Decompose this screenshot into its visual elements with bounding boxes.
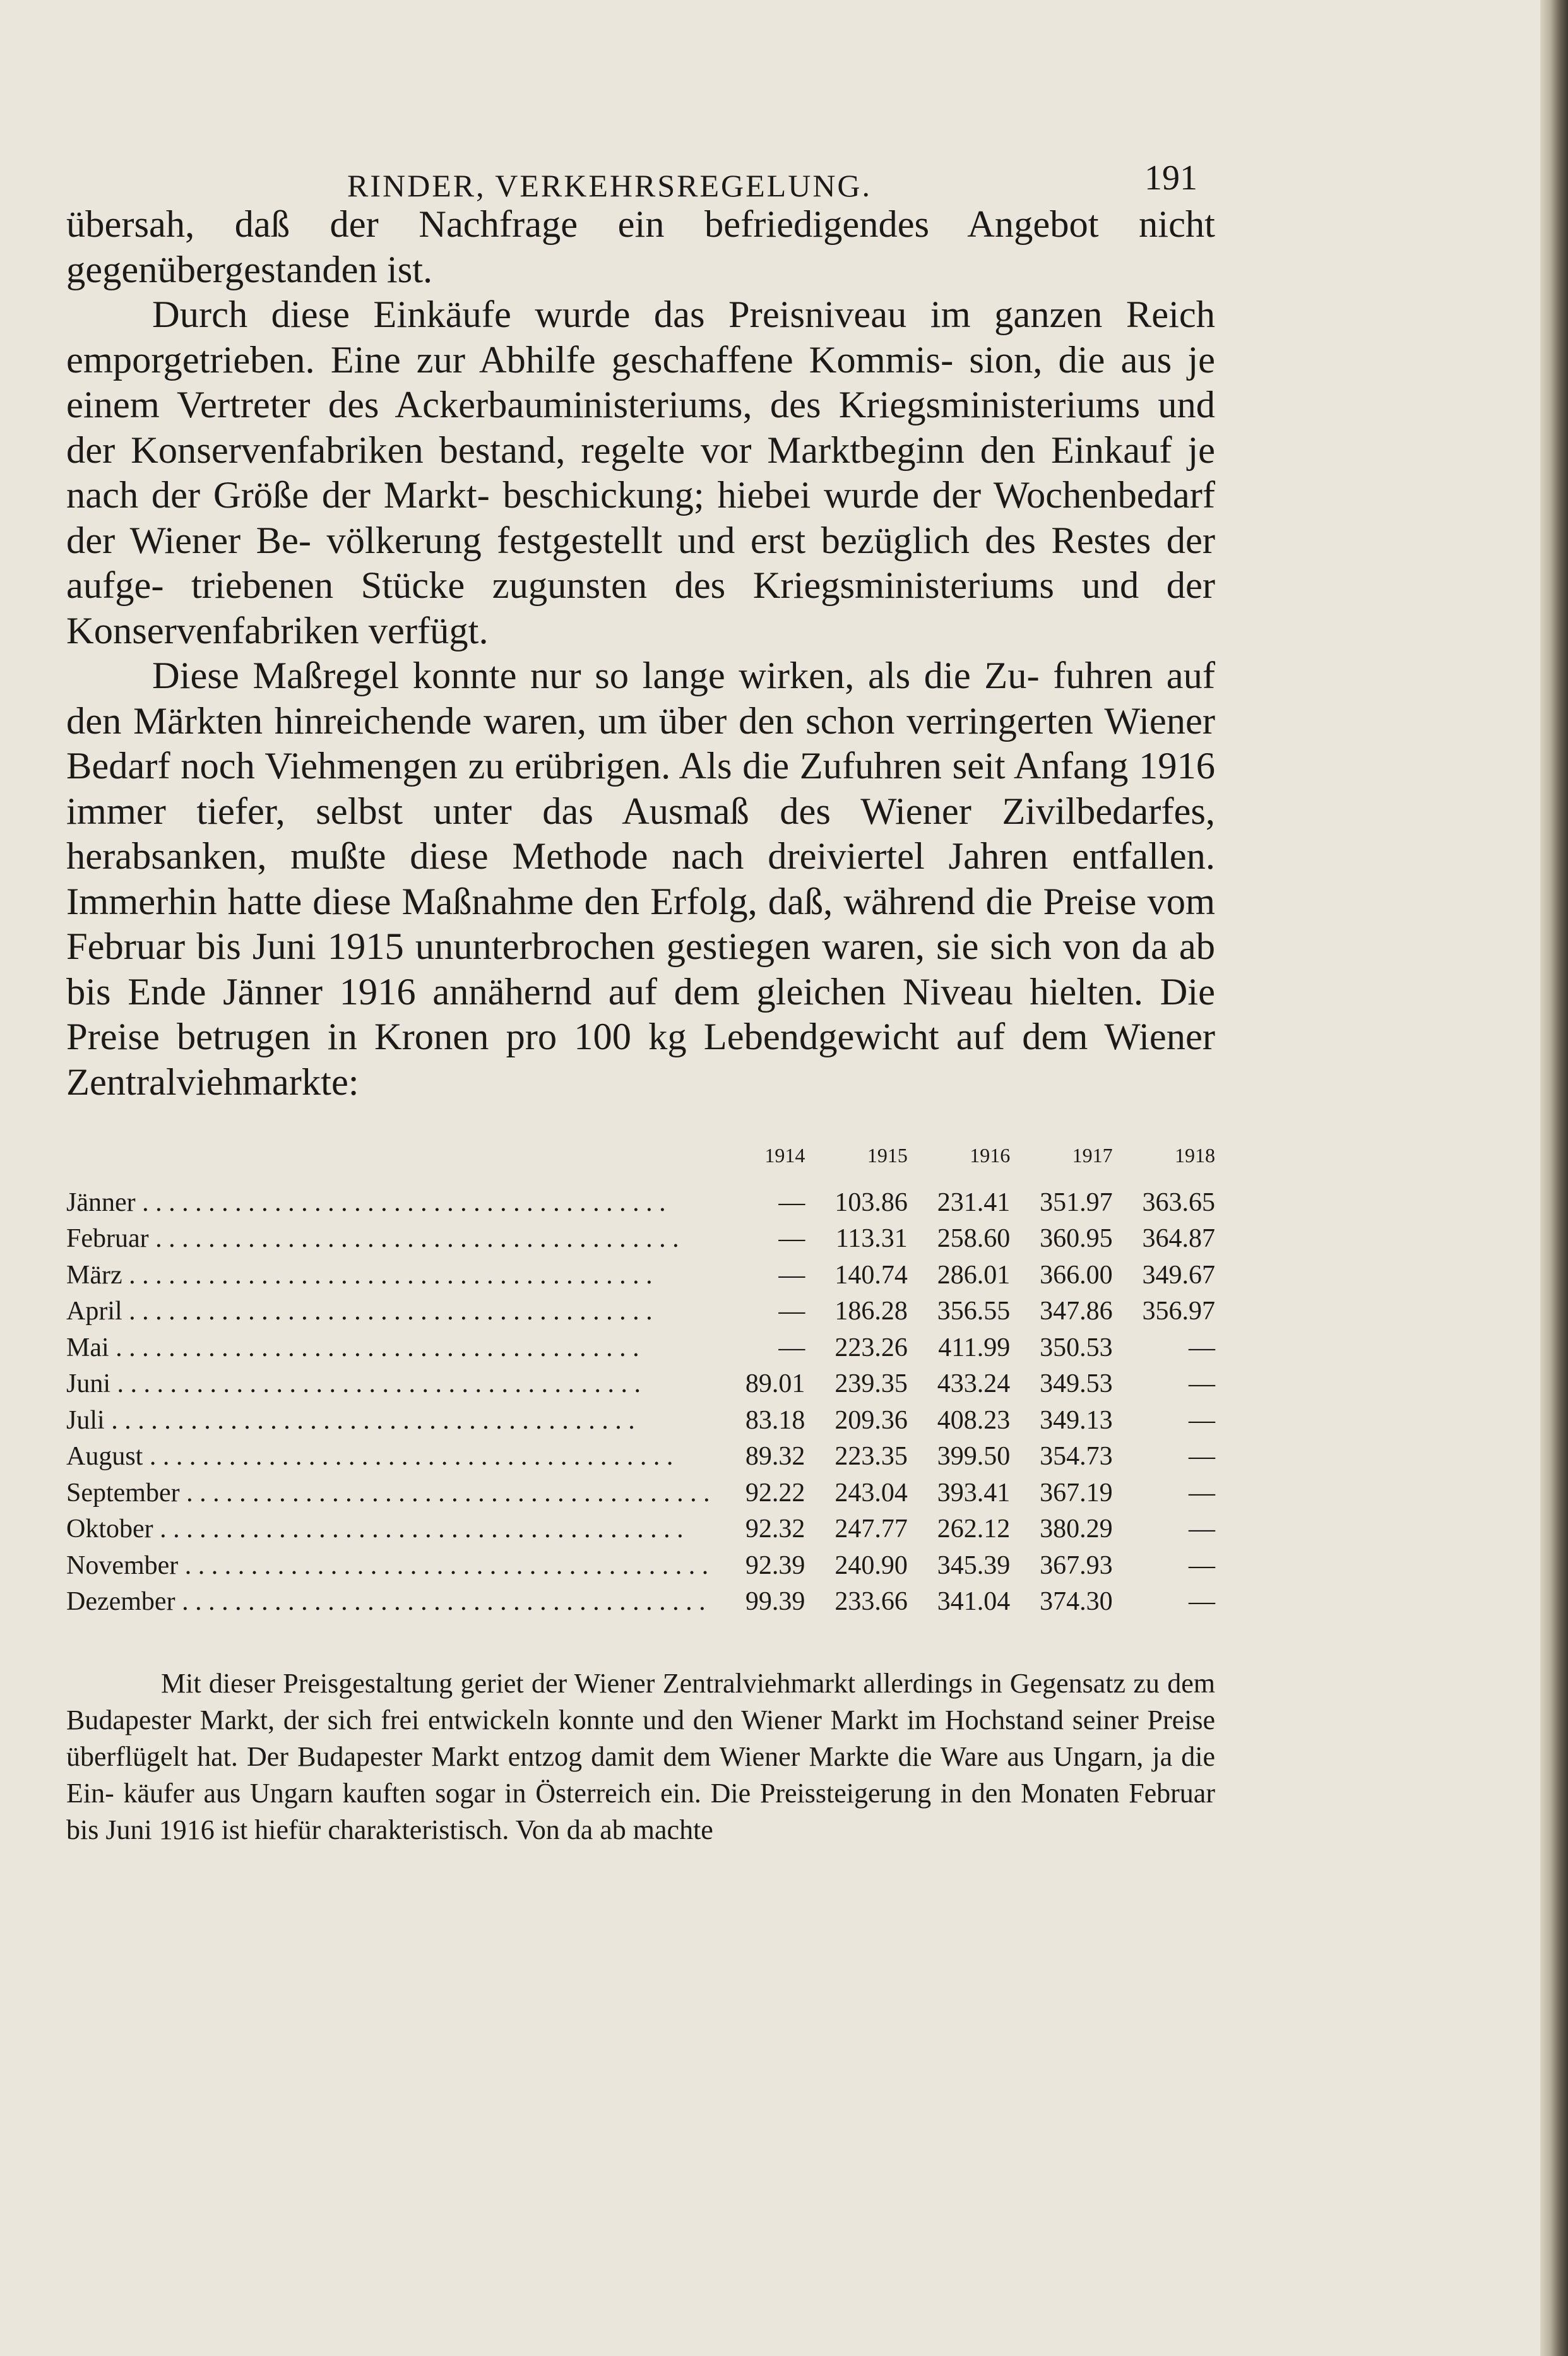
table-body [66,1184,1215,1620]
price-cell: 103.86 [834,1187,908,1217]
price-cell: — [1189,1369,1215,1399]
price-cell: — [778,1224,805,1254]
month-label: Jänner . . . . . . . . . . . . . . . . . . . . . . . . . . . . . . . . . . . . . . . . [66,1187,666,1217]
price-cell: 341.04 [937,1587,1011,1617]
year-header: 1915 [867,1144,908,1167]
month-label: Dezember . . . . . . . . . . . . . . . . . . . . . . . . . . . . . . . . . . . . . . . . [66,1587,706,1617]
table-row [66,1294,1215,1330]
price-cell: 345.39 [937,1550,1011,1580]
leader-dots: . . . . . . . . . . . . . . . . . . . . . . . . . . . . . . . . . . . . . . . . [122,1260,653,1290]
month-label: Juli . . . . . . . . . . . . . . . . . . . . . . . . . . . . . . . . . . . . . . . . [66,1405,635,1435]
price-cell: 347.86 [1040,1297,1113,1326]
month-label: März . . . . . . . . . . . . . . . . . . . . . . . . . . . . . . . . . . . . . . . . [66,1260,653,1290]
table-row [66,1511,1215,1548]
month-label: August . . . . . . . . . . . . . . . . . . . . . . . . . . . . . . . . . . . . . . . . [66,1442,674,1472]
price-cell: 140.74 [834,1260,908,1290]
price-cell: 233.66 [834,1587,908,1617]
price-table [66,1144,1215,1620]
table-row [66,1547,1215,1584]
leader-dots: . . . . . . . . . . . . . . . . . . . . . . . . . . . . . . . . . . . . . . . . [179,1478,710,1508]
price-cell: — [1189,1514,1215,1544]
footnote-section [66,1665,1215,1848]
price-cell: 83.18 [745,1405,805,1435]
year-header: 1914 [764,1144,805,1167]
footnote-paragraph: Mit dieser Preisgestaltung geriet der Wiener Zentralviehmarkt allerdings in Gegensatz zu dem Budapester Markt, der sich frei entwickeln konnte und den Wiener Markt im Hochstand seiner Preise überflügelt hat. Der Budapester Markt entzog damit dem Wiener Markte die Ware aus Ungarn, ja die Ein- käufer aus Ungarn kauften sogar in Österreich ein. Die Preissteigerung in den Monaten Februar bis Juni 1916 ist hiefür charakteristisch. Von da ab machte [66,1668,1215,1845]
table-row [66,1366,1215,1403]
leader-dots: . . . . . . . . . . . . . . . . . . . . . . . . . . . . . . . . . . . . . . . . [109,1333,639,1362]
price-cell: — [778,1333,805,1362]
leader-dots: . . . . . . . . . . . . . . . . . . . . . . . . . . . . . . . . . . . . . . . . [175,1587,706,1617]
price-cell: 364.87 [1142,1224,1215,1254]
price-cell: 89.01 [745,1369,805,1399]
price-cell: 363.65 [1142,1187,1215,1217]
price-cell: — [778,1187,805,1217]
table-row [66,1184,1215,1221]
price-cell: — [1189,1442,1215,1472]
price-cell: — [1189,1550,1215,1580]
price-cell: 349.13 [1040,1405,1113,1435]
running-head [66,139,1215,202]
year-header: 1918 [1175,1144,1215,1167]
price-cell: 92.32 [745,1514,805,1544]
leader-dots: . . . . . . . . . . . . . . . . . . . . . . . . . . . . . . . . . . . . . . . . [178,1550,709,1580]
price-cell: 209.36 [834,1405,908,1435]
paragraph-1: übersah, daß der Nachfrage ein befriedigendes Angebot nicht gegenübergestanden ist. [66,203,1215,291]
price-cell: 393.41 [937,1478,1011,1508]
price-cell: 258.60 [937,1224,1011,1254]
price-cell: 186.28 [834,1297,908,1326]
price-cell: 239.35 [834,1369,908,1399]
month-label: November . . . . . . . . . . . . . . . . . . . . . . . . . . . . . . . . . . . . . . . . [66,1550,709,1580]
year-header: 1916 [970,1144,1011,1167]
price-cell: — [1189,1478,1215,1508]
price-cell: 408.23 [937,1405,1011,1435]
price-cell: — [778,1297,805,1326]
month-label: Oktober . . . . . . . . . . . . . . . . . . . . . . . . . . . . . . . . . . . . . . . . [66,1514,684,1544]
price-cell: 247.77 [834,1514,908,1544]
table-row [66,1439,1215,1475]
price-cell: 89.32 [745,1442,805,1472]
price-cell: 411.99 [938,1333,1011,1362]
month-label: Juni . . . . . . . . . . . . . . . . . . . . . . . . . . . . . . . . . . . . . . . . [66,1369,641,1399]
price-cell: 399.50 [937,1442,1011,1472]
price-cell: 354.73 [1040,1442,1113,1472]
price-cell: 367.19 [1040,1478,1113,1508]
table-row [66,1475,1215,1511]
paragraph-3: Diese Maßregel konnte nur so lange wirken, als die Zu- fuhren auf den Märkten hinreichende waren, um über den schon verringerten Wiener Bedarf noch Viehmengen zu erübrigen. Als die Zufuhren seit Anfang 1916 immer tiefer, selbst unter das Ausmaß des Wiener Zivilbedarfes, herabsanken, mußte diese Methode nach dreiviertel Jahren entfallen. Immerhin hatte diese Maßnahme den Erfolg, daß, während die Preise vom Februar bis Juni 1915 ununterbrochen gestiegen waren, sie sich von da ab bis Ende Jänner 1916 annähernd auf dem gleichen Niveau hielten. Die Preise betrugen in Kronen pro 100 kg Lebendgewicht auf dem Wiener Zentralviehmarkte: [66,655,1215,1104]
price-cell: 366.00 [1040,1260,1113,1290]
price-cell: 223.26 [834,1333,908,1362]
leader-dots: . . . . . . . . . . . . . . . . . . . . . . . . . . . . . . . . . . . . . . . . [143,1442,674,1472]
price-cell: 349.67 [1142,1260,1215,1290]
price-cell: 92.22 [745,1478,805,1508]
table-header-month [66,1144,710,1184]
year-header: 1917 [1072,1144,1113,1167]
price-cell: — [1189,1333,1215,1362]
leader-dots: . . . . . . . . . . . . . . . . . . . . . . . . . . . . . . . . . . . . . . . . [110,1369,641,1399]
table-row [66,1584,1215,1621]
price-cell: 113.31 [835,1224,908,1254]
leader-dots: . . . . . . . . . . . . . . . . . . . . . . . . . . . . . . . . . . . . . . . . [135,1187,666,1217]
table-row [66,1257,1215,1294]
table-row [66,1330,1215,1366]
book-spine-shadow [1540,0,1568,2356]
price-cell: 223.35 [834,1442,908,1472]
table-row [66,1221,1215,1258]
price-cell: 240.90 [834,1550,908,1580]
price-cell: 243.04 [834,1478,908,1508]
price-cell: — [778,1260,805,1290]
paragraph-2: Durch diese Einkäufe wurde das Preisniveau im ganzen Reich emporgetrieben. Eine zur Abhilfe geschaffene Kommis- sion, die aus je einem Vertreter des Ackerbauministeriums, des Kriegsministeriums und der Konservenfabriken bestand, regelte vor Marktbeginn den Einkauf je nach der Größe der Markt- beschickung; hiebei wurde der Wochenbedarf der Wiener Be- völkerung festgestellt und erst bezüglich des Restes der aufge- triebenen Stücke zugunsten des Kriegsministeriums und der Konservenfabriken verfügt. [66,294,1215,652]
table-row [66,1402,1215,1439]
month-label: Februar . . . . . . . . . . . . . . . . . . . . . . . . . . . . . . . . . . . . . . . . [66,1224,679,1254]
price-cell: 92.39 [745,1550,805,1580]
price-cell: 356.55 [937,1297,1011,1326]
price-cell: 380.29 [1040,1514,1113,1544]
price-cell: 99.39 [745,1587,805,1617]
price-cell: 262.12 [937,1514,1011,1544]
price-cell: 374.30 [1040,1587,1113,1617]
price-cell: — [1189,1587,1215,1617]
price-cell: 349.53 [1040,1369,1113,1399]
leader-dots: . . . . . . . . . . . . . . . . . . . . . . . . . . . . . . . . . . . . . . . . [148,1224,679,1254]
leader-dots: . . . . . . . . . . . . . . . . . . . . . . . . . . . . . . . . . . . . . . . . [122,1297,653,1326]
price-cell: 231.41 [937,1187,1011,1217]
price-cell: 433.24 [937,1369,1011,1399]
table-header-row [66,1144,1215,1184]
leader-dots: . . . . . . . . . . . . . . . . . . . . . . . . . . . . . . . . . . . . . . . . [153,1514,684,1544]
price-cell: 351.97 [1040,1187,1113,1217]
price-cell: 367.93 [1040,1550,1113,1580]
running-head-title: RINDER, VERKEHRSREGELUNG. [347,168,872,203]
price-cell: 356.97 [1142,1297,1215,1326]
price-cell: 360.95 [1040,1224,1113,1254]
leader-dots: . . . . . . . . . . . . . . . . . . . . . . . . . . . . . . . . . . . . . . . . [104,1405,635,1435]
price-cell: 286.01 [937,1260,1011,1290]
price-cell: 350.53 [1040,1333,1113,1362]
page-number: 191 [1144,158,1197,198]
price-cell: — [1189,1405,1215,1435]
month-label: September . . . . . . . . . . . . . . . . . . . . . . . . . . . . . . . . . . . . . . . . [66,1478,710,1508]
month-label: April . . . . . . . . . . . . . . . . . . . . . . . . . . . . . . . . . . . . . . . . [66,1297,653,1326]
month-label: Mai . . . . . . . . . . . . . . . . . . . . . . . . . . . . . . . . . . . . . . . . [66,1333,639,1362]
page [66,139,1215,1848]
